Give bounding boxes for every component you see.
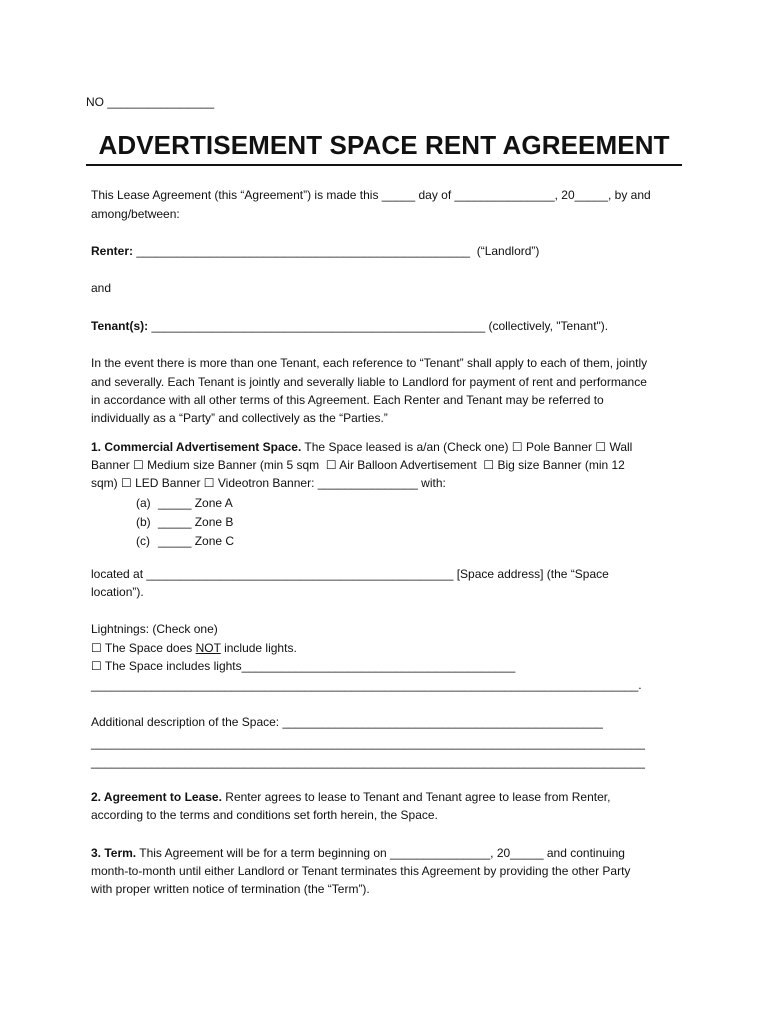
lightnings-heading: Lightnings: (Check one) (91, 622, 218, 636)
document-number: NO ________________ (86, 95, 215, 109)
section-2-line-2: according to the terms and conditions set forth herein, the Space. (91, 808, 438, 822)
zone-marker-a: (a) (136, 496, 151, 510)
located-line-1: located at ______________________________________________ [Space address] (the “Space (91, 567, 609, 581)
not-emphasis: NOT (195, 641, 221, 655)
section-2-line-1 (91, 788, 610, 806)
renter-label: Renter: (91, 244, 134, 258)
tenant-blank: __________________________________________________ (collectively, "Tenant"). (148, 319, 609, 333)
tenant-line (91, 317, 608, 335)
lights-option-1-post: include lights. (220, 641, 297, 655)
lights-option-2: ☐ The Space includes lights_________________________________________ (91, 659, 516, 673)
section-2-text: Renter agrees to lease to Tenant and Tenant agree to lease from Renter, (221, 790, 611, 804)
multi-tenant-line-1: In the event there is more than one Tenant, each reference to “Tenant” shall apply to each of them, jointly (91, 356, 648, 370)
renter-line (91, 242, 539, 260)
section-3-line-1 (91, 844, 625, 862)
section-1-text: The Space leased is a/an (Check one) ☐ Pole Banner ☐ Wall (301, 440, 633, 454)
zone-marker-c: (c) (136, 534, 150, 548)
document-title: ADVERTISEMENT SPACE RENT AGREEMENT (98, 130, 670, 160)
section-2-heading: 2. Agreement to Lease. (91, 790, 222, 804)
additional-description-line-2: ___________________________________________________________________________________ (91, 736, 645, 750)
lights-option-2-continued: __________________________________________________________________________________. (91, 678, 642, 692)
lights-option-1-pre: ☐ The Space does (91, 641, 196, 655)
located-line-2: location”). (91, 585, 144, 599)
tenant-label: Tenant(s): (91, 319, 149, 333)
section-1-line-3: sqm) ☐ LED Banner ☐ Videotron Banner: _______________ with: (91, 476, 446, 490)
multi-tenant-line-2: and severally. Each Tenant is jointly and severally liable to Landlord for payment of rent and performance (91, 375, 647, 389)
lights-option-1 (91, 639, 297, 657)
additional-description-line-1: Additional description of the Space: ________________________________________________ (91, 715, 603, 729)
section-1-line-2: Banner ☐ Medium size Banner (min 5 sqm ☐ Air Balloon Advertisement ☐ Big size Banner (min 12 (91, 458, 625, 472)
intro-line-2: among/between: (91, 207, 180, 221)
and-text: and (91, 281, 112, 295)
multi-tenant-line-4: individually as a “Party” and collectively as the “Parties.” (91, 411, 388, 425)
section-3-text: This Agreement will be for a term beginning on _______________, 20_____ and continuing (136, 846, 625, 860)
section-1-heading: 1. Commercial Advertisement Space. (91, 440, 302, 454)
intro-line-1: This Lease Agreement (this “Agreement”) is made this _____ day of _______________, 20_____, by and (91, 188, 651, 202)
zone-marker-b: (b) (136, 515, 151, 529)
multi-tenant-line-3: in accordance with all other terms of this Agreement. Each Renter and Tenant may be referred to (91, 393, 604, 407)
section-1-line-1 (91, 438, 632, 456)
section-3-line-3: with proper written notice of termination (the “Term”). (91, 882, 370, 896)
title-underline (86, 164, 682, 166)
zone-text-a: _____ Zone A (158, 496, 233, 510)
section-3-heading: 3. Term. (91, 846, 137, 860)
zone-text-c: _____ Zone C (158, 534, 235, 548)
section-3-line-2: month-to-month until either Landlord or Tenant terminates this Agreement by providing the other Party (91, 864, 631, 878)
zone-text-b: _____ Zone B (158, 515, 234, 529)
renter-blank: __________________________________________________ (“Landlord”) (133, 244, 540, 258)
additional-description-line-3: ___________________________________________________________________________________ (91, 755, 645, 769)
